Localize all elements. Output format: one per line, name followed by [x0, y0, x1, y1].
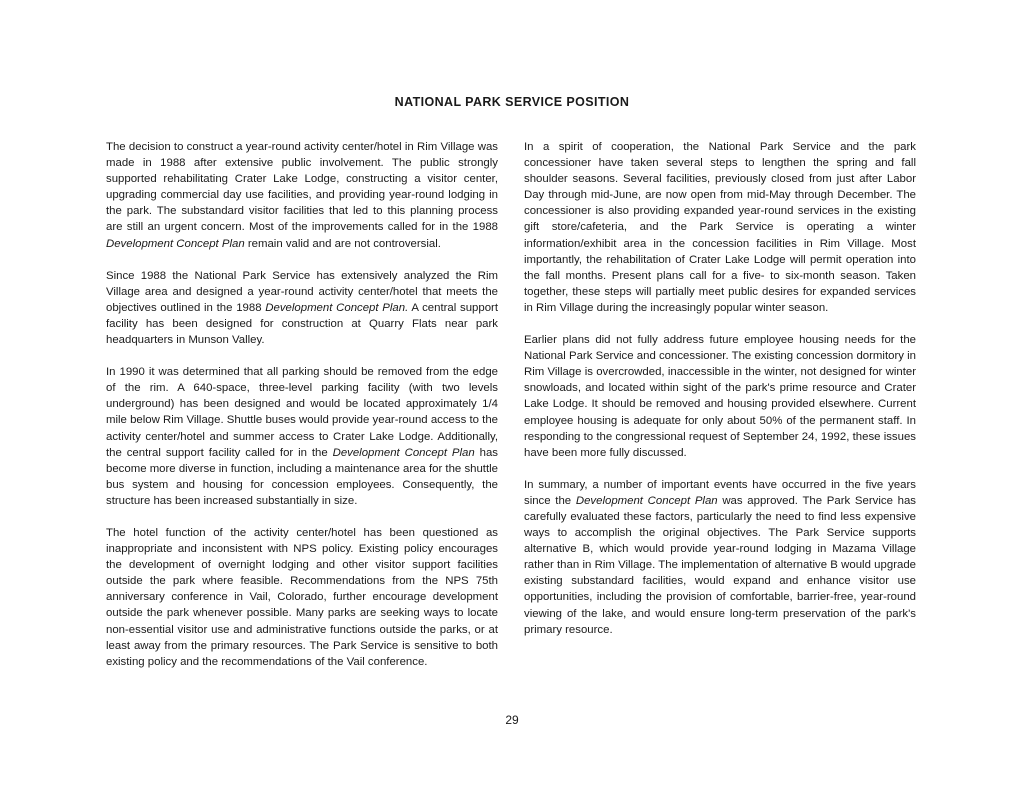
paragraph — [106, 139, 498, 252]
paragraph-text: In a spirit of cooperation, the National Park Service and the park concessioner have taken several steps to lengthen the spring and fall shoulder seasons. Several facilities, previously closed from just after Labor Day through mid-June, are now open from mid-May through December. The concessioner is also providing expanded year-round services in the existing gift store/cafeteria, and the Park Service is operating a winter information/exhibit area in the concession facilities in Rim Village. Most importantly, the rehabilitation of Crater Lake Lodge will permit operation into the fall months. Present plans call for a five- to six-month season. Taken together, these steps will partially meet public desires for expanded services in Rim Village during the increasingly popular winter season. — [524, 141, 916, 314]
right-column — [524, 139, 916, 654]
paragraph-text: has become more diverse in function, including a maintenance area for the shuttle bus system and housing for concession employees. Consequently, the structure has been increased substantially in size. — [106, 446, 498, 507]
italic-title-text: Development Concept Plan — [106, 237, 245, 250]
paragraph — [524, 139, 916, 316]
paragraph-text: Since 1988 the National Park Service has extensively analyzed the Rim Village area and designed a year-round activity center/hotel that meets the objectives outlined in the 1988 — [106, 269, 498, 314]
page-number: 29 — [505, 713, 519, 727]
paragraph-text: In summary, a number of important events have occurred in the five years since the — [524, 478, 916, 507]
left-column — [106, 139, 498, 686]
italic-title-text: Development Concept Plan. — [265, 301, 409, 314]
paragraph-text: The hotel function of the activity center/hotel has been questioned as inappropriate and inconsistent with NPS policy. Existing policy encourages the development of overnight lodging and other visitor support facilities outside the park where feasible. Recommendations from the NPS 75th anniversary conference in Vail, Colorado, further encourage development outside the park whenever possible. Many parks are seeking ways to locate non-essential visitor use and administrative functions outside the parks, or at least away from the primary resources. The Park Service is sensitive to both existing policy and the recommendations of the Vail conference. — [106, 526, 498, 668]
paragraph-text: In 1990 it was determined that all parking should be removed from the edge of the rim. A 640-space, three-level parking facility (with two levels underground) has been designed and would be located approximately 1/4 mile below Rim Village. Shuttle buses would provide year-round access to the activity center/hotel and summer access to Crater Lake Lodge. Additionally, the central support facility called for in the — [106, 366, 498, 459]
italic-title-text: Development Concept Plan — [575, 494, 718, 507]
paragraph-text: The decision to construct a year-round activity center/hotel in Rim Village was made in 1988 after extensive public involvement. The public strongly supported rehabilitating Crater Lake Lodge, constructing a visitor center, upgrading commercial day use facilities, and providing year-round lodging in the park. The substandard visitor facilities that led to this planning process are still an urgent concern. Most of the improvements called for in the 1988 — [106, 141, 498, 234]
paragraph-text: was approved. The Park Service has carefully evaluated these factors, particularly the need to find less expensive ways to accomplish the original objectives. The Park Service supports alternative B, which would provide year-round lodging in Mazama Village rather than in Rim Village. The implementation of alternative B would upgrade existing substandard facilities, would expand and enhance visitor use opportunities, including the provision of comfortable, barrier-free, year-round viewing of the lake, and would ensure long-term preservation of the park's primary resource. — [524, 494, 916, 636]
paragraph — [106, 525, 498, 670]
page-heading: NATIONAL PARK SERVICE POSITION — [394, 95, 630, 109]
paragraph-text: remain valid and are not controversial. — [244, 237, 441, 250]
paragraph — [524, 477, 916, 638]
paragraph — [106, 364, 498, 509]
paragraph-text: A central support facility has been designed for construction at Quarry Flats near park headquarters in Munson Valley. — [106, 301, 498, 347]
paragraph-text: Earlier plans did not fully address future employee housing needs for the National Park Service and concessioner. The existing concession dormitory in Rim Village is overcrowded, inaccessible in the winter, not designed for winter snowloads, and located within sight of the park's prime resource and Crater Lake Lodge. It should be removed and housing provided elsewhere. Current employee housing is adequate for only about 50% of the permanent staff. In responding to the congressional request of September 24, 1992, these issues have been more fully discussed. — [524, 334, 916, 459]
paragraph — [106, 268, 498, 348]
italic-title-text: Development Concept Plan — [332, 446, 475, 459]
paragraph — [524, 332, 916, 461]
